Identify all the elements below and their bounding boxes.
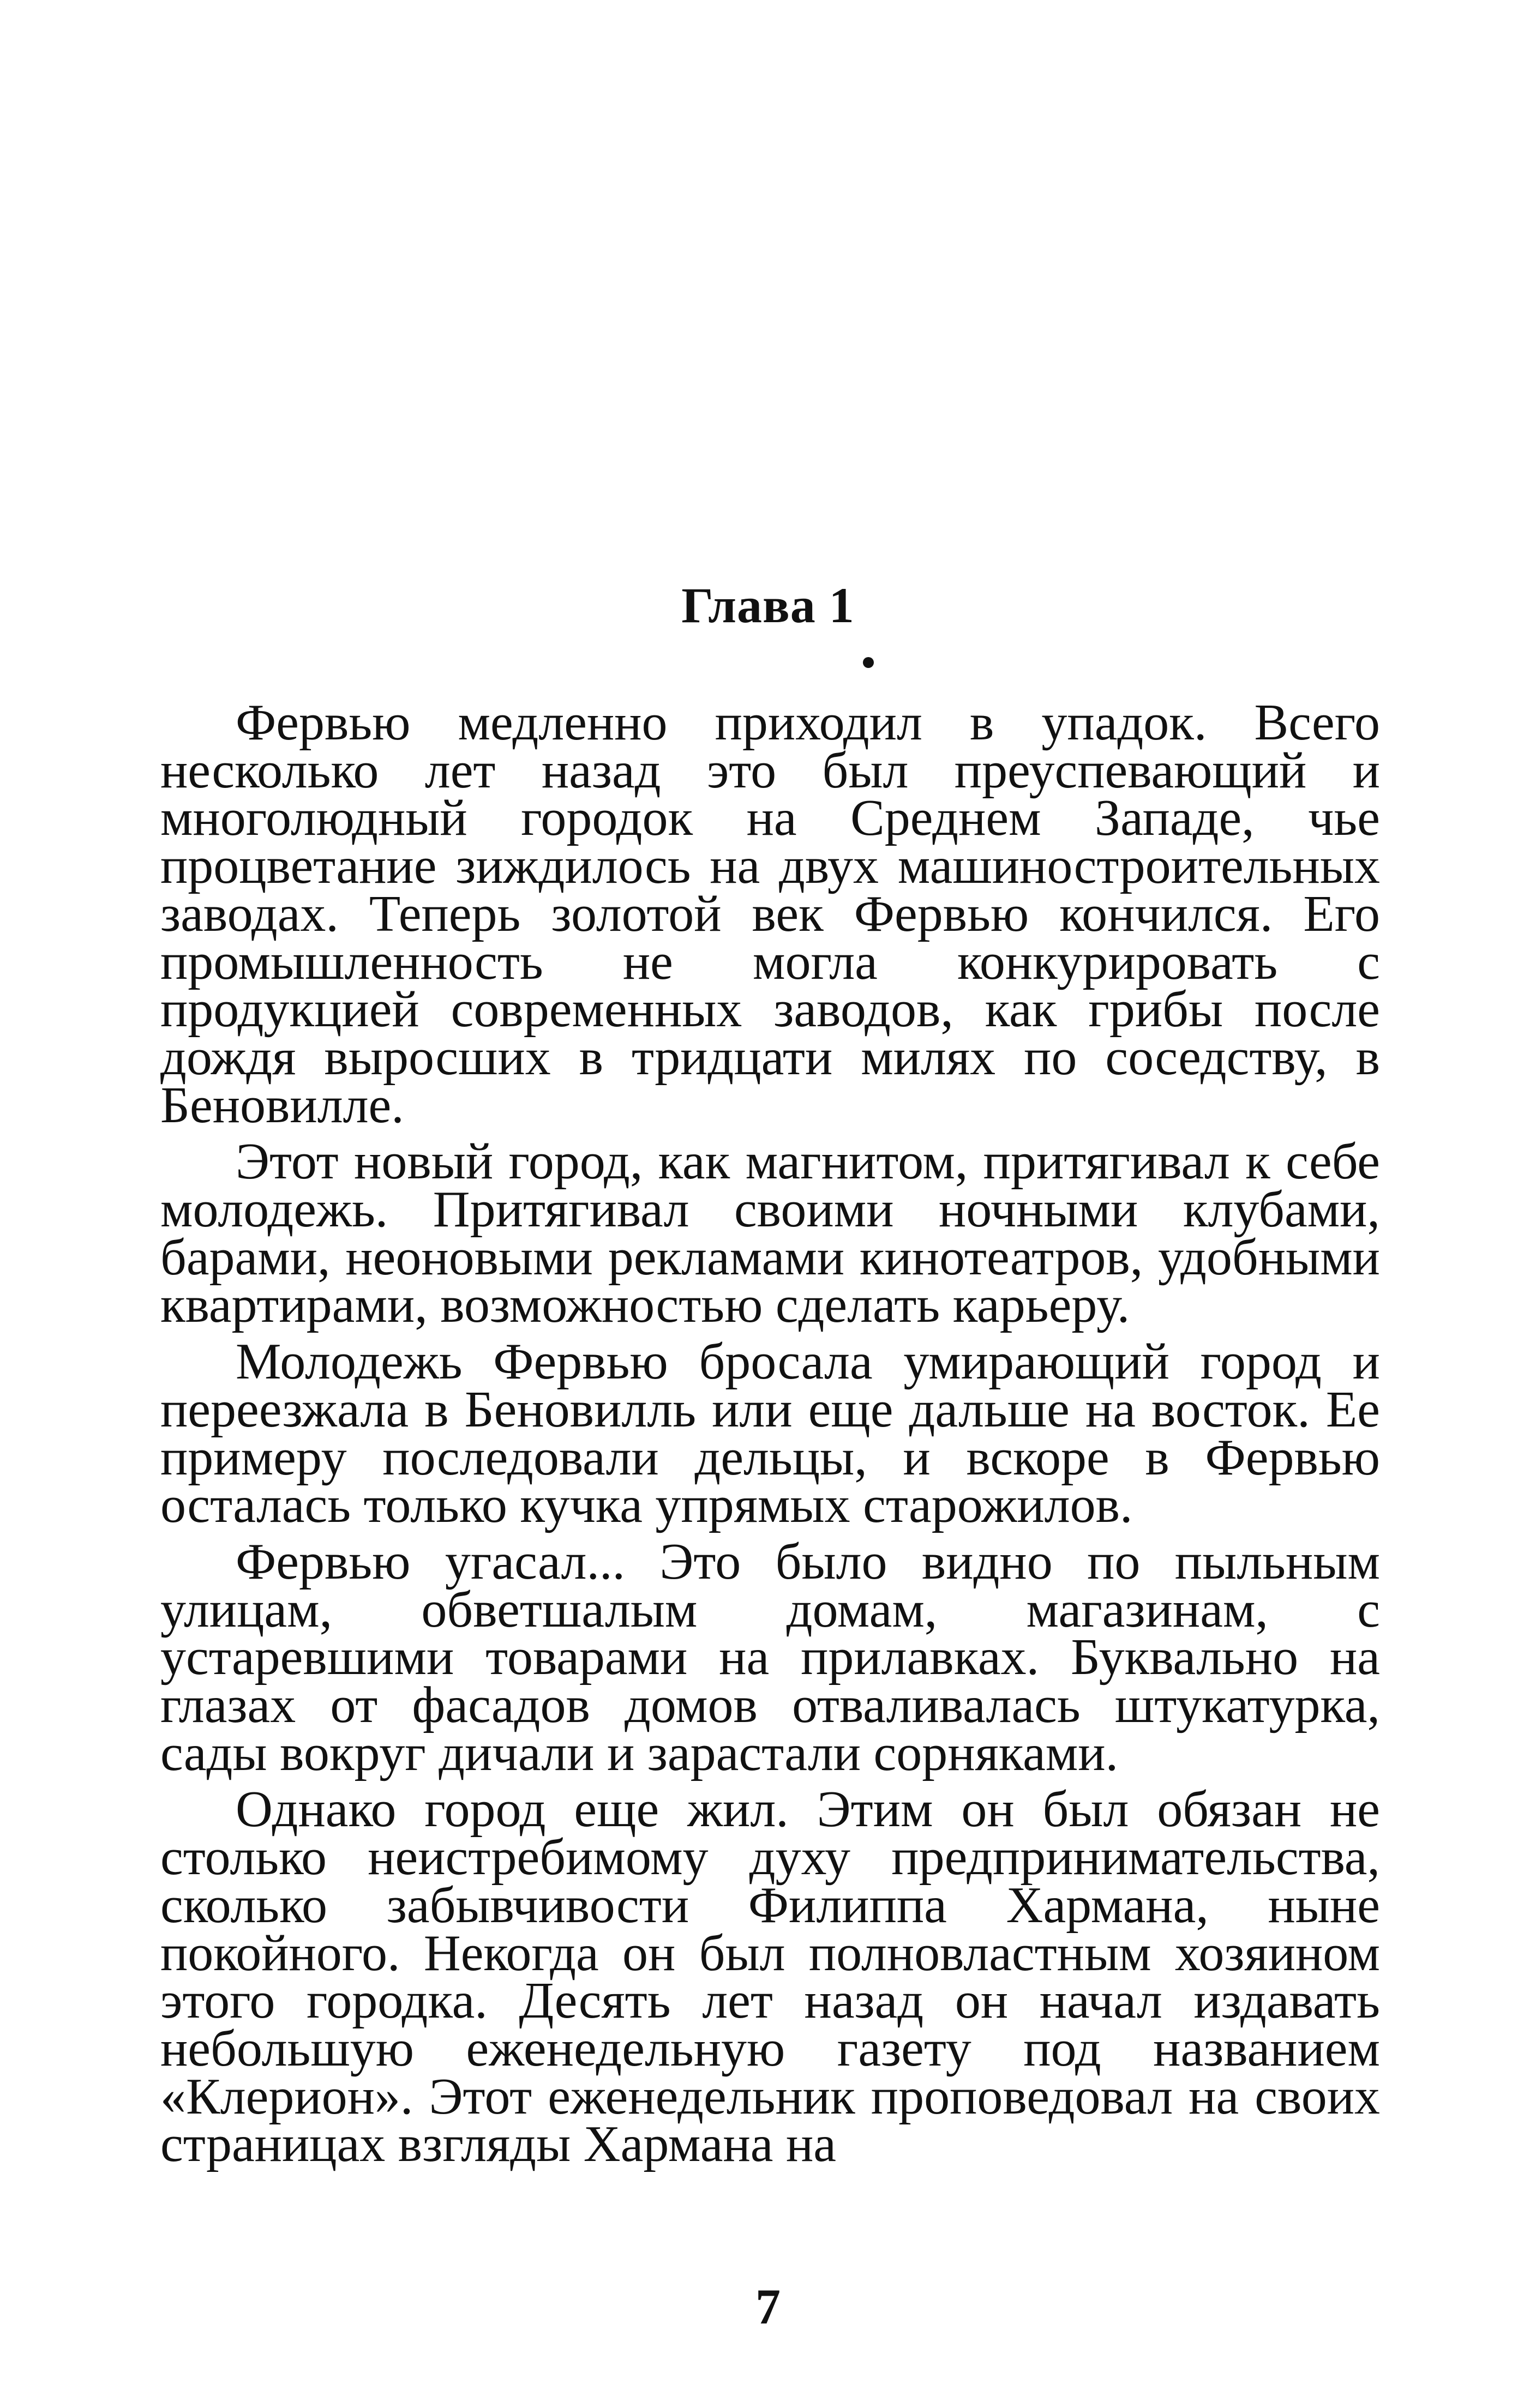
ink-speck (863, 657, 874, 668)
paragraph-1: Фервью медленно приходил в упадок. Всего несколько лет назад это был преуспевающий и многолюдный городок на Среднем Западе, чье процветание зиждилось на двух машиностроительных заводах. Теперь золотой век Фервью кончился. Его промышленность не могла конкурировать с продукцией современных заводов, как грибы после дождя выросших в тридцати милях по соседству, в Беновилле. (160, 694, 1380, 1134)
paragraph-4: Фервью угасал... Это было видно по пыльным улицам, обветшалым домам, магазинам, с устаревшими товарами на прилавках. Буквально на глазах от фасадов домов отваливалась штукатурка, сады вокруг дичали и зарастали сорняками. (160, 1533, 1380, 1781)
chapter-body (160, 694, 1380, 2173)
paragraph-3: Молодежь Фервью бросала умирающий город и переезжала в Беновилль или еще дальше на восток. Ее примеру последовали дельцы, и вскоре в Фервью осталась только кучка упрямых старожилов. (160, 1333, 1380, 1534)
page-number: 7 (755, 2279, 781, 2334)
chapter-title: Глава 1 (681, 577, 855, 633)
paragraph-5: Однако город еще жил. Этим он был обязан не столько неистребимому духу предпринимательства, сколько забывчивости Филиппа Хармана, ныне покойного. Некогда он был полновластным хозяином этого городка. Десять лет назад он начал издавать небольшую еженедельную газету под названием «Клерион». Этот еженедельник проповедовал на своих страницах взгляды Хармана на (160, 1781, 1380, 2173)
paragraph-2: Этот новый город, как магнитом, притягивал к себе молодежь. Притягивал своими ночными клубами, барами, неоновыми рекламами кинотеатров, удобными квартирами, возможностью сделать карьеру. (160, 1133, 1380, 1334)
